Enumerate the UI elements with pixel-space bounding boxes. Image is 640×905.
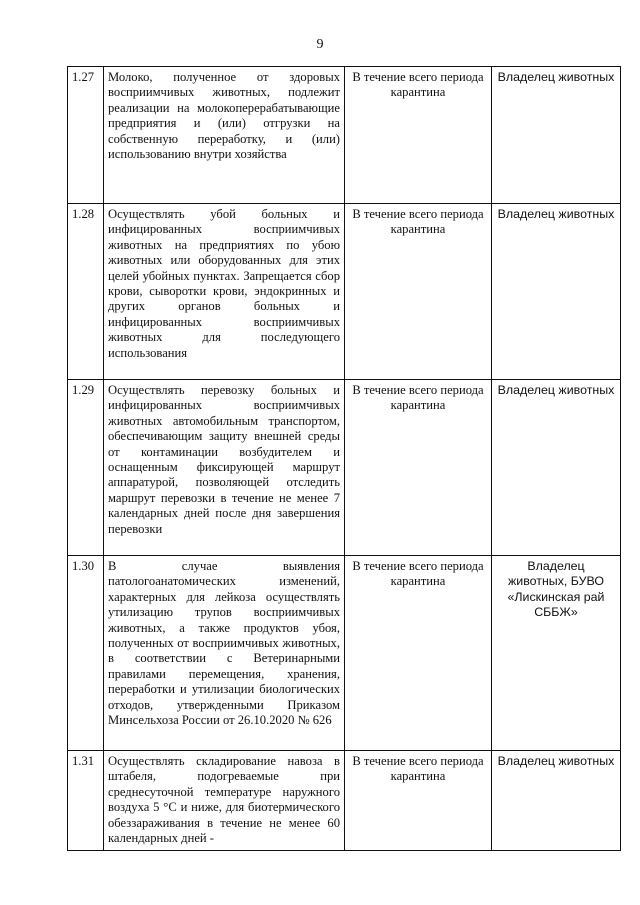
table-row — [68, 204, 621, 380]
table-row — [68, 67, 621, 204]
measure-text: В случае выявления патологоанатомических изменений, характерных для лейкоза осуществлять утилизацию трупов восприимчивых животных, а также продуктов убоя, полученных от восприимчивых животных, в соответствии с Ветеринарными правилами перемещения, хранения, переработки и утилизации биологических отходов, утвержденными Приказом Минсельхоза России от 26.10.2020 № 626 — [104, 556, 345, 751]
row-number: 1.30 — [68, 556, 104, 751]
row-number: 1.29 — [68, 380, 104, 556]
responsible-text: Владелец животных, БУВО «Лискинская рай СББЖ» — [492, 556, 621, 751]
responsible-text: Владелец животных — [492, 67, 621, 204]
row-number: 1.31 — [68, 751, 104, 851]
measure-text: Молоко, полученное от здоровых восприимчивых животных, подлежит реализации на молокоперерабатывающие предприятия и (или) отгрузки на собственную переработку, и (или) использованию внутри хозяйства — [104, 67, 345, 204]
row-number: 1.27 — [68, 67, 104, 204]
deadline-text: В течение всего периода карантина — [345, 67, 492, 204]
measure-text: Осуществлять убой больных и инфицированных восприимчивых животных на предприятиях по убою животных или оборудованных для этих целей убойных пунктах. Запрещается сбор крови, сыворотки крови, эндокринных и других органов больных и инфицированных восприимчивых животных для последующего использования — [104, 204, 345, 380]
measure-text: Осуществлять перевозку больных и инфицированных восприимчивых животных автомобильным транспортом, обеспечивающим защиту внешней среды от контаминации возбудителем и оснащенным фиксирующей маршрут аппаратурой, позволяющей отследить маршрут перевозки в течение не менее 7 календарных дней после дня завершения перевозки — [104, 380, 345, 556]
table-row — [68, 751, 621, 851]
row-number: 1.28 — [68, 204, 104, 380]
deadline-text: В течение всего периода карантина — [345, 751, 492, 851]
deadline-text: В течение всего периода карантина — [345, 204, 492, 380]
table-row — [68, 556, 621, 751]
measure-text: Осуществлять складирование навоза в штабеля, подогреваемые при среднесуточной температуре наружного воздуха 5 °С и ниже, для биотермического обеззараживания в течение не менее 60 календарных дней - — [104, 751, 345, 851]
table-row — [68, 380, 621, 556]
page-number: 9 — [316, 37, 324, 52]
responsible-text: Владелец животных — [492, 380, 621, 556]
quarantine-measures-table — [67, 66, 621, 851]
deadline-text: В течение всего периода карантина — [345, 556, 492, 751]
responsible-text: Владелец животных — [492, 751, 621, 851]
deadline-text: В течение всего периода карантина — [345, 380, 492, 556]
responsible-text: Владелец животных — [492, 204, 621, 380]
